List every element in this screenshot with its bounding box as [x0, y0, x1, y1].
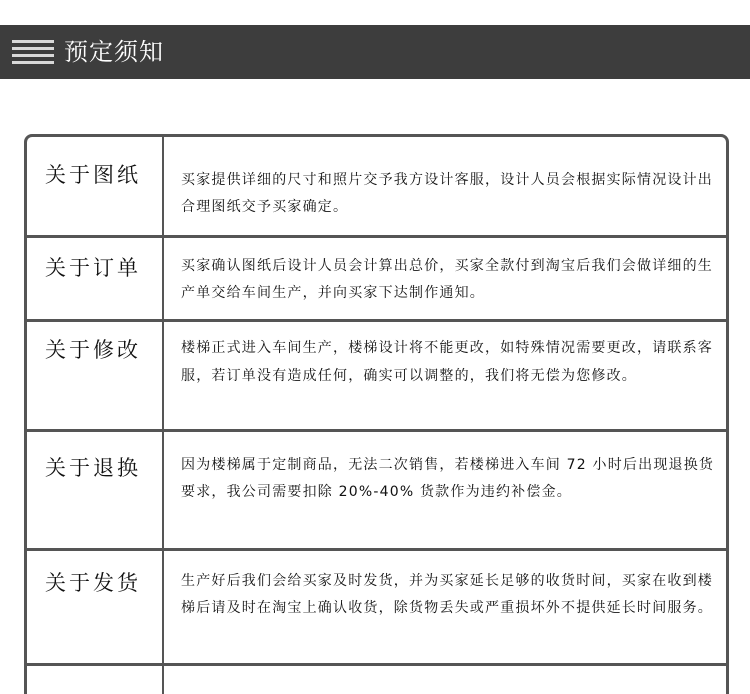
notice-row-order — [27, 238, 726, 322]
row-text: 楼梯正式进入车间生产，楼梯设计将不能更改，如特殊情况需要更改，请联系客服，若订单没有造成任何，确实可以调整的，我们将无偿为您修改。 — [181, 340, 713, 384]
row-label-cell — [27, 432, 164, 548]
page-header — [0, 25, 750, 79]
row-label-cell — [27, 666, 164, 694]
menu-icon — [12, 40, 54, 64]
notice-row-shipping — [27, 551, 726, 666]
notice-row-drawings — [27, 137, 726, 238]
row-label: 关于订单 — [45, 256, 141, 280]
row-label: 关于图纸 — [45, 163, 141, 187]
row-label-cell — [27, 137, 164, 235]
notice-row-return — [27, 432, 726, 551]
notice-row-partial — [27, 666, 726, 694]
row-label-cell — [27, 551, 164, 663]
row-label: 关于修改 — [45, 338, 141, 362]
notice-row-modify — [27, 322, 726, 432]
row-text: 买家确认图纸后设计人员会计算出总价，买家全款付到淘宝后我们会做详细的生产单交给车间生产，并向买家下达制作通知。 — [181, 258, 713, 301]
row-label: 关于发货 — [45, 571, 141, 595]
notice-table — [24, 134, 729, 694]
row-label: 关于退换 — [45, 456, 141, 480]
row-label-cell — [27, 238, 164, 319]
page-title: 预定须知 — [64, 38, 164, 66]
row-text: 因为楼梯属于定制商品，无法二次销售，若楼梯进入车间 72 小时后出现退换货要求，我公司需要扣除 20%-40% 货款作为违约补偿金。 — [181, 457, 715, 500]
row-text: 买家提供详细的尺寸和照片交予我方设计客服，设计人员会根据实际情况设计出合理图纸交予买家确定。 — [181, 172, 713, 215]
row-label-cell — [27, 322, 164, 429]
row-text: 生产好后我们会给买家及时发货，并为买家延长足够的收货时间，买家在收到楼梯后请及时在淘宝上确认收货，除货物丢失或严重损坏外不提供延长时间服务。 — [181, 573, 713, 616]
